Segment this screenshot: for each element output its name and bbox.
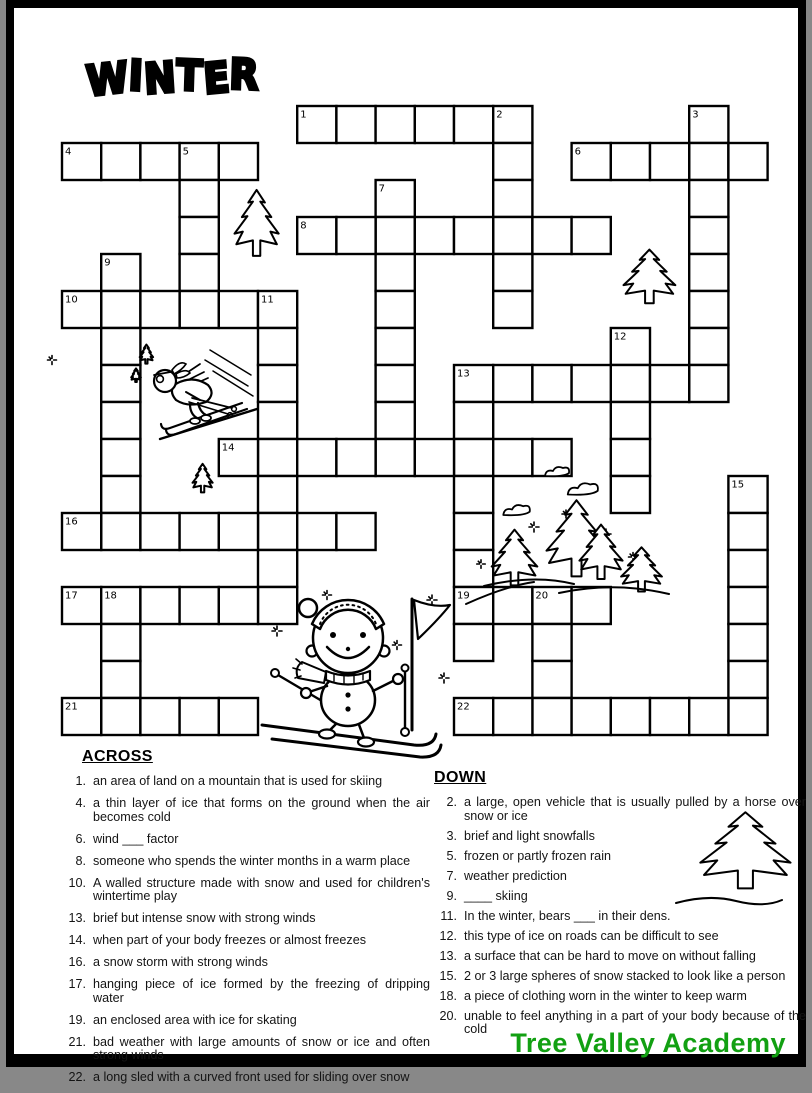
grid-cell (493, 217, 532, 254)
grid-cell (454, 106, 493, 143)
grid-cell (101, 291, 140, 328)
grid-cell (493, 439, 532, 476)
grid-cell (493, 143, 532, 180)
grid-cell (532, 217, 571, 254)
grid-cell-number: 12 (613, 331, 627, 343)
clue-number: 6. (75, 831, 86, 846)
grid-cell (493, 698, 532, 735)
clue-number: 2. (446, 795, 457, 809)
grid-cell (611, 402, 650, 439)
clue-number: 22. (68, 1070, 86, 1084)
grid-cell (101, 513, 140, 550)
grid-cell (532, 365, 571, 402)
clue-text: a long sled with a curved front used for sliding over snow (93, 1070, 410, 1084)
clue-item (62, 797, 430, 824)
clue-item (434, 850, 806, 864)
grid-cell (297, 513, 336, 550)
grid-cell (532, 624, 571, 661)
grid-cell (650, 365, 689, 402)
grid-cell-number: 8 (300, 220, 307, 232)
clue-text: wind ___ factor (93, 831, 179, 846)
grid-cell (180, 587, 219, 624)
grid-cell (376, 365, 415, 402)
grid-cell (415, 217, 454, 254)
grid-cell (454, 624, 493, 661)
grid-cell (180, 513, 219, 550)
grid-cell (101, 661, 140, 698)
grid-cell-number: 3 (692, 109, 699, 121)
clue-number: 3. (446, 828, 457, 843)
grid-cell (611, 439, 650, 476)
grid-cell (376, 439, 415, 476)
clue-text: a thin layer of ice that forms on the ground when the air becomes cold (93, 796, 430, 824)
pine-tree-icon (623, 250, 675, 304)
clue-item (62, 775, 430, 789)
clue-item (434, 910, 806, 924)
grid-cell (415, 439, 454, 476)
grid-cell (336, 106, 375, 143)
grid-cell (689, 143, 728, 180)
clue-item (62, 978, 430, 1005)
title-letter: N (142, 52, 179, 104)
clue-text: brief and light snowfalls (464, 828, 595, 843)
grid-cell-number: 14 (221, 442, 235, 454)
grid-cell (180, 254, 219, 291)
clue-text: ____ skiing (464, 888, 528, 903)
grid-cell (689, 328, 728, 365)
clue-item (62, 877, 430, 904)
pine-tree-icon (235, 190, 279, 256)
title-letter: T (175, 50, 204, 101)
clue-text: a surface that can be hard to move on without falling (464, 948, 756, 963)
grid-cell-number: 22 (457, 701, 470, 713)
clue-text: when part of your body freezes or almost freezes (93, 933, 366, 947)
clue-number: 5. (446, 848, 457, 863)
brand-logo: Tree Valley Academy (510, 1028, 786, 1058)
clue-item (62, 912, 430, 926)
grid-cell (611, 476, 650, 513)
grid-cell (101, 328, 140, 365)
grid-cell (689, 291, 728, 328)
grid-cell (572, 587, 611, 624)
clue-item (62, 1014, 430, 1028)
grid-cell (728, 550, 767, 587)
clue-item (62, 833, 430, 847)
clue-item (62, 1036, 430, 1063)
grid-cell (140, 513, 179, 550)
grid-cell (180, 217, 219, 254)
grid-cell-number: 13 (457, 368, 470, 380)
clue-item (434, 950, 806, 964)
grid-cell (336, 439, 375, 476)
grid-cell-number: 6 (574, 146, 581, 158)
clue-item (434, 796, 806, 823)
crossword-grid (62, 106, 768, 735)
grid-cell-number: 17 (65, 590, 78, 602)
grid-cell (219, 698, 258, 735)
grid-cell (376, 328, 415, 365)
grid-cell (689, 180, 728, 217)
clue-text: unable to feel anything in a part of your body because of the cold (464, 1008, 806, 1036)
grid-cell (336, 513, 375, 550)
grid-cell (728, 624, 767, 661)
grid-cell (258, 476, 297, 513)
clue-number: 18. (439, 988, 457, 1003)
grid-cell-number: 19 (457, 590, 470, 602)
clue-item (434, 890, 806, 904)
grid-cell (376, 402, 415, 439)
grid-cell (611, 698, 650, 735)
clue-text: bad weather with large amounts of snow or ice and often strong winds (93, 1034, 430, 1062)
clue-item (62, 956, 430, 970)
grid-cell (454, 476, 493, 513)
grid-cell-number: 11 (261, 294, 274, 306)
grid-cell (180, 698, 219, 735)
clue-number: 16. (68, 955, 86, 969)
clue-number: 8. (75, 853, 86, 868)
clue-text: hanging piece of ice formed by the freezing of dripping water (93, 977, 430, 1005)
clue-number: 10. (68, 875, 86, 890)
grid-cell (140, 587, 179, 624)
grid-cell (454, 439, 493, 476)
grid-cell (454, 550, 493, 587)
clue-number: 12. (439, 928, 457, 943)
grid-cell (297, 439, 336, 476)
title-letter: W (84, 52, 132, 106)
clue-number: 20. (439, 1008, 457, 1023)
grid-cell (532, 698, 571, 735)
grid-cell (415, 106, 454, 143)
clue-item (434, 830, 806, 844)
grid-cell (728, 698, 767, 735)
grid-cell-number: 20 (535, 590, 549, 602)
clue-text: an area of land on a mountain that is used for skiing (93, 774, 383, 788)
clue-item (62, 934, 430, 948)
clue-text: A walled structure made with snow and used for children's wintertime play (93, 875, 430, 903)
grid-cell (180, 180, 219, 217)
clue-number: 9. (446, 888, 457, 903)
grid-cell (101, 698, 140, 735)
across-heading: ACROSS (82, 748, 153, 765)
grid-cell (219, 513, 258, 550)
grid-cell (101, 439, 140, 476)
clue-item (434, 990, 806, 1004)
clue-item (434, 870, 806, 884)
grid-cell (493, 180, 532, 217)
grid-cell (219, 143, 258, 180)
clue-number: 13. (68, 911, 86, 925)
grid-cell (572, 698, 611, 735)
clue-number: 19. (68, 1012, 86, 1027)
clue-text: frozen or partly frozen rain (464, 848, 611, 863)
grid-cell (376, 217, 415, 254)
grid-cell-number: 7 (378, 183, 385, 195)
grid-cell (689, 217, 728, 254)
grid-cell (258, 550, 297, 587)
clue-number: 11. (440, 908, 457, 923)
grid-cell (258, 513, 297, 550)
grid-cell (572, 365, 611, 402)
grid-cell (258, 587, 297, 624)
grid-cell (258, 365, 297, 402)
grid-cell (258, 402, 297, 439)
clue-text: a large, open vehicle that is usually pulled by a horse over snow or ice (464, 795, 806, 823)
grid-cell (101, 402, 140, 439)
grid-cell (219, 291, 258, 328)
grid-cell (493, 365, 532, 402)
grid-cell (611, 365, 650, 402)
clue-text: an enclosed area with ice for skating (93, 1012, 297, 1027)
grid-cell-number: 21 (65, 701, 78, 713)
clue-item (62, 1071, 430, 1085)
clue-text: this type of ice on roads can be difficult to see (464, 928, 719, 943)
across-clues-section (62, 748, 430, 1093)
clue-text: a piece of clothing worn in the winter to keep warm (464, 988, 747, 1003)
grid-cell (572, 217, 611, 254)
title-letter: E (201, 52, 232, 104)
clue-number: 13. (439, 948, 457, 963)
down-heading: DOWN (434, 769, 487, 786)
grid-cell (532, 661, 571, 698)
worksheet-page (6, 0, 806, 1084)
clue-number: 7. (446, 868, 457, 883)
grid-cell-number: 1 (300, 109, 307, 121)
grid-cell-number: 9 (104, 257, 111, 269)
grid-cell (454, 513, 493, 550)
clue-number: 17. (68, 977, 86, 991)
grid-cell (493, 291, 532, 328)
grid-cell (140, 698, 179, 735)
grid-cell (376, 291, 415, 328)
grid-cell (376, 106, 415, 143)
clue-number: 1. (75, 774, 86, 788)
grid-cell (689, 254, 728, 291)
grid-cell (728, 513, 767, 550)
grid-cell (650, 143, 689, 180)
grid-cell (180, 291, 219, 328)
grid-cell-number: 4 (65, 146, 72, 158)
grid-cell (258, 328, 297, 365)
clue-text: someone who spends the winter months in a warm place (93, 853, 411, 868)
grid-cell-number: 2 (496, 109, 503, 121)
clue-item (62, 855, 430, 869)
clue-text: brief but intense snow with strong winds (93, 911, 316, 925)
clue-item (434, 970, 806, 984)
grid-cell-number: 10 (65, 294, 78, 306)
clue-text: In the winter, bears ___ in their dens. (464, 908, 671, 923)
grid-cell (101, 143, 140, 180)
grid-cell (689, 365, 728, 402)
grid-cell (650, 698, 689, 735)
grid-cell-number: 5 (182, 146, 189, 158)
grid-cell (376, 254, 415, 291)
grid-cell (689, 698, 728, 735)
grid-cell (454, 402, 493, 439)
grid-cell-number: 18 (104, 590, 117, 602)
grid-cell (493, 587, 532, 624)
grid-cell (611, 143, 650, 180)
grid-cell (728, 587, 767, 624)
grid-cell (454, 217, 493, 254)
clue-text: a snow storm with strong winds (93, 955, 268, 969)
clue-number: 21. (68, 1034, 86, 1049)
title-letter: I (127, 50, 146, 101)
grid-cell (140, 143, 179, 180)
clue-text: 2 or 3 large spheres of snow stacked to look like a person (464, 968, 786, 983)
grid-cell (140, 291, 179, 328)
grid-cell (219, 587, 258, 624)
clue-number: 15. (439, 968, 457, 983)
clue-number: 14. (68, 933, 86, 947)
pennant-flag-icon (412, 599, 450, 730)
grid-cell (101, 476, 140, 513)
down-clues-section (434, 769, 806, 1043)
grid-cell (336, 217, 375, 254)
clue-item (434, 930, 806, 944)
grid-cell (101, 624, 140, 661)
clue-number: 4. (75, 796, 86, 810)
grid-cell-number: 15 (731, 479, 745, 491)
grid-cell (728, 661, 767, 698)
grid-cell-number: 16 (65, 516, 78, 528)
title-letter: R (229, 49, 261, 100)
grid-cell (728, 143, 767, 180)
grid-cell (493, 254, 532, 291)
clue-text: weather prediction (464, 868, 567, 883)
grid-cell (258, 439, 297, 476)
